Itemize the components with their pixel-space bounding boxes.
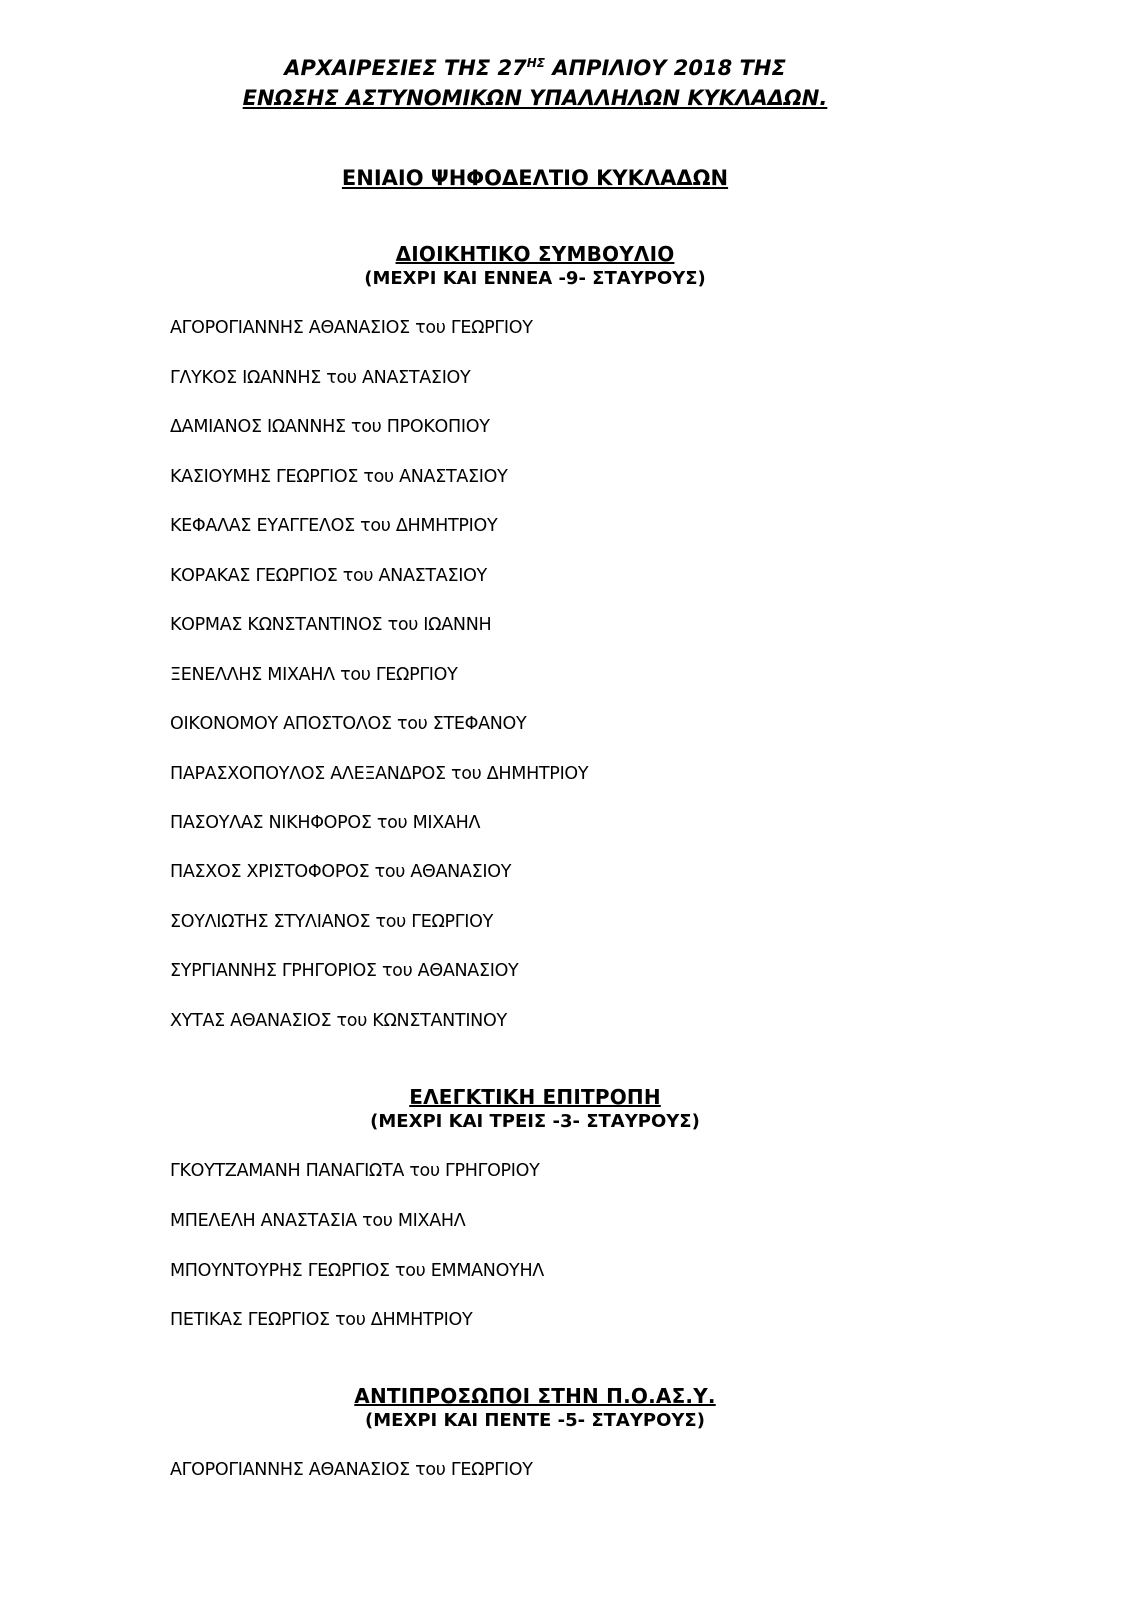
candidate-name: ΜΠΕΛΕΛΗ ΑΝΑΣΤΑΣΙΑ του ΜΙΧΑΗΛ [170,1211,466,1231]
candidate-name: ΑΓΟΡΟΓΙΑΝΝΗΣ ΑΘΑΝΑΣΙΟΣ του ΓΕΩΡΓΙΟΥ [170,1460,533,1480]
candidate-name: ΞΕΝΕΛΛΗΣ ΜΙΧΑΗΛ του ΓΕΩΡΓΙΟΥ [170,665,458,685]
candidate-name: ΔΑΜΙΑΝΟΣ ΙΩΑΝΝΗΣ του ΠΡΟΚΟΠΙΟΥ [170,417,490,437]
candidate-name: ΑΓΟΡΟΓΙΑΝΝΗΣ ΑΘΑΝΑΣΙΟΣ του ΓΕΩΡΓΙΟΥ [170,318,533,338]
candidate-name: ΟΙΚΟΝΟΜΟΥ ΑΠΟΣΤΟΛΟΣ του ΣΤΕΦΑΝΟΥ [170,714,527,734]
document-title-line2: ΕΝΩΣΗΣ ΑΣΤΥΝΟΜΙΚΩΝ ΥΠΑΛΛΗΛΩΝ ΚΥΚΛΑΔΩΝ. [242,86,828,110]
candidate-name: ΜΠΟΥΝΤΟΥΡΗΣ ΓΕΩΡΓΙΟΣ του ΕΜΜΑΝΟΥΗΛ [170,1261,544,1281]
ballot-heading: ΕΝΙΑΙΟ ΨΗΦΟΔΕΛΤΙΟ ΚΥΚΛΑΔΩΝ [341,166,729,190]
section-title-representatives: ΑΝΤΙΠΡΟΣΩΠΟΙ ΣΤΗΝ Π.Ο.ΑΣ.Υ. [354,1384,716,1408]
candidate-name: ΠΕΤΙΚΑΣ ΓΕΩΡΓΙΟΣ του ΔΗΜΗΤΡΙΟΥ [170,1310,473,1330]
section-title-audit-committee: ΕΛΕΓΚΤΙΚΗ ΕΠΙΤΡΟΠΗ [409,1085,661,1109]
candidate-name: ΓΚΟΥΤΖΑΜΑΝΗ ΠΑΝΑΓΙΩΤΑ του ΓΡΗΓΟΡΙΟΥ [170,1161,540,1181]
candidate-name: ΚΑΣΙΟΥΜΗΣ ΓΕΩΡΓΙΟΣ του ΑΝΑΣΤΑΣΙΟΥ [170,467,508,487]
candidate-name: ΓΛΥΚΟΣ ΙΩΑΝΝΗΣ του ΑΝΑΣΤΑΣΙΟΥ [170,368,471,388]
candidate-name: ΠΑΣΧΟΣ ΧΡΙΣΤΟΦΟΡΟΣ του ΑΘΑΝΑΣΙΟΥ [170,862,512,882]
candidate-name: ΠΑΡΑΣΧΟΠΟΥΛΟΣ ΑΛΕΞΑΝΔΡΟΣ του ΔΗΜΗΤΡΙΟΥ [170,764,589,784]
title-line1-part1: ΑΡΧΑΙΡΕΣΙΕΣ ΤΗΣ 27 [284,56,527,80]
section-title-board: ΔΙΟΙΚΗΤΙΚΟ ΣΥΜΒΟΥΛΙΟ [395,242,675,266]
candidate-name: ΚΟΡΜΑΣ ΚΩΝΣΤΑΝΤΙΝΟΣ του ΙΩΑΝΝΗ [170,615,492,635]
title-line1-part2: ΑΠΡΙΛΙΟΥ 2018 ΤΗΣ [545,56,786,80]
section-subtitle-board: (ΜΕΧΡΙ ΚΑΙ ΕΝΝΕΑ -9- ΣΤΑΥΡΟΥΣ) [364,268,706,289]
section-subtitle-audit-committee: (ΜΕΧΡΙ ΚΑΙ ΤΡΕΙΣ -3- ΣΤΑΥΡΟΥΣ) [370,1111,700,1132]
document-title-line1 [0,55,1070,81]
section-subtitle-representatives: (ΜΕΧΡΙ ΚΑΙ ΠΕΝΤΕ -5- ΣΤΑΥΡΟΥΣ) [365,1410,705,1431]
candidate-name: ΚΕΦΑΛΑΣ ΕΥΑΓΓΕΛΟΣ του ΔΗΜΗΤΡΙΟΥ [170,516,498,536]
candidate-name: ΠΑΣΟΥΛΑΣ ΝΙΚΗΦΟΡΟΣ του ΜΙΧΑΗΛ [170,813,481,833]
candidate-name: ΧΥΤΑΣ ΑΘΑΝΑΣΙΟΣ του ΚΩΝΣΤΑΝΤΙΝΟΥ [170,1011,507,1031]
candidate-name: ΣΟΥΛΙΩΤΗΣ ΣΤΥΛΙΑΝΟΣ του ΓΕΩΡΓΙΟΥ [170,912,493,932]
title-line1-superscript: ΗΣ [526,56,546,70]
candidate-name: ΣΥΡΓΙΑΝΝΗΣ ΓΡΗΓΟΡΙΟΣ του ΑΘΑΝΑΣΙΟΥ [170,961,519,981]
candidate-name: ΚΟΡΑΚΑΣ ΓΕΩΡΓΙΟΣ του ΑΝΑΣΤΑΣΙΟΥ [170,566,487,586]
